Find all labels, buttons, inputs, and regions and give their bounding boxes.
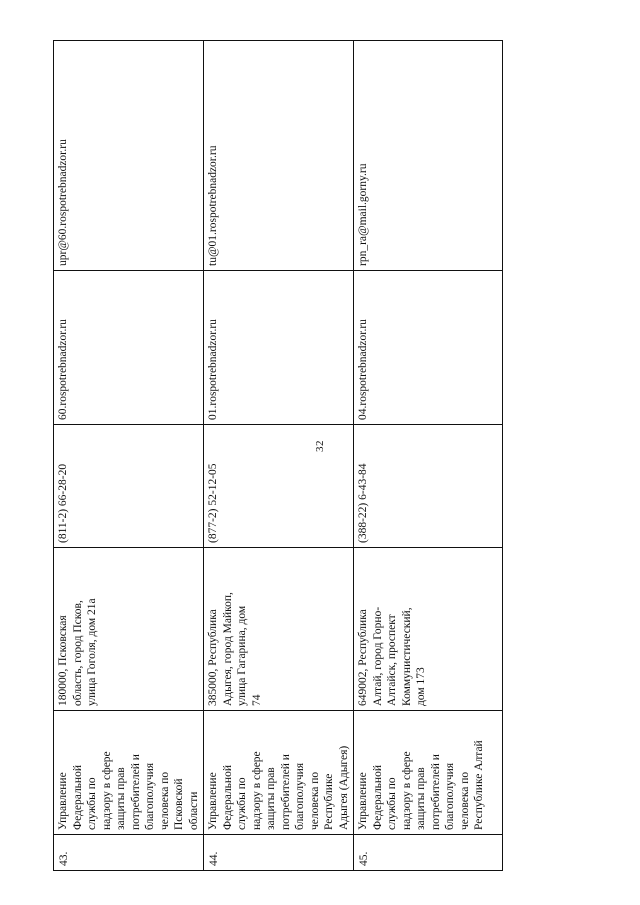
organization-line: службы по [386,777,398,830]
page-number: 32 [314,440,326,452]
organization-line: защиты прав [265,767,277,830]
organization-line: надзору в сфере [400,751,413,830]
organization-line: человека по [308,771,321,830]
organization-line: Республике [323,773,335,830]
address-line: 180000, Псковская [57,615,69,706]
organization-line: Республике Алтай [473,740,485,830]
organization-line: потребителей и [129,754,142,830]
phone-cell: (388-22) 6-43-84 [354,425,503,548]
address-line: Коммунистический, [400,607,413,706]
organization-line: человека по [158,771,171,830]
address-line: область, город Псков, [71,600,84,706]
organization-cell [54,711,204,835]
email-cell[interactable]: rpn_ra@mail.gorny.ru [354,41,503,271]
organization-line: благополучия [444,762,456,830]
organization-line: Адыгея (Адыгея) [337,745,350,830]
organization-line: Федеральной [71,765,84,830]
organization-line: Федеральной [221,765,234,830]
rospotrebnadzor-directory-table [53,40,503,871]
organization-line: Федеральной [371,765,384,830]
address-cell [54,548,204,711]
address-line: Адыгея, город Майкоп, [221,592,234,706]
row-number: 45. [354,835,503,871]
email-cell[interactable]: tu@01.rospotrebnadzor.ru [204,41,354,271]
row-number: 44. [204,835,354,871]
phone-cell: (811-2) 66-28-20 [54,425,204,548]
address-cell [354,548,503,711]
website-cell[interactable]: 60.rospotrebnadzor.ru [54,271,204,425]
organization-line: потребителей и [279,754,292,830]
row-number: 43. [54,835,204,871]
address-line: дом 173 [415,667,427,706]
organization-line: службы по [236,777,248,830]
website-cell[interactable]: 04.rospotrebnadzor.ru [354,271,503,425]
table-row [204,41,354,871]
organization-line: Управление [207,772,219,830]
rotated-table-container [53,41,502,871]
address-line: улица Гагарина, дом [236,605,248,706]
organization-line: Управление [357,772,369,830]
address-cell [204,548,354,711]
phone-cell: (877-2) 52-12-05 [204,425,354,548]
organization-line: Псковской [173,778,185,830]
organization-line: области [187,791,200,830]
organization-line: надзору в сфере [100,751,113,830]
address-line: улица Гоголя, дом 21а [86,598,98,706]
email-cell[interactable]: upr@60.rospotrebnadzor.ru [54,41,204,271]
organization-line: благополучия [294,762,306,830]
address-line: 649002, Республика [357,609,369,706]
organization-line: защиты прав [415,767,427,830]
organization-cell [204,711,354,835]
address-line: 385000, Республика [207,609,219,706]
organization-line: Управление [57,772,69,830]
organization-line: благополучия [144,762,156,830]
address-line: Алтайск, проспект [386,614,398,706]
organization-cell [354,711,503,835]
organization-line: защиты прав [115,767,127,830]
organization-line: потребителей и [429,754,442,830]
table-row [354,41,503,871]
website-cell[interactable]: 01.rospotrebnadzor.ru [204,271,354,425]
organization-line: надзору в сфере [250,751,263,830]
table-row [54,41,204,871]
address-line: Алтай, город Горно- [371,606,384,706]
organization-line: службы по [86,777,98,830]
address-line: 74 [250,694,263,706]
organization-line: человека по [458,771,471,830]
